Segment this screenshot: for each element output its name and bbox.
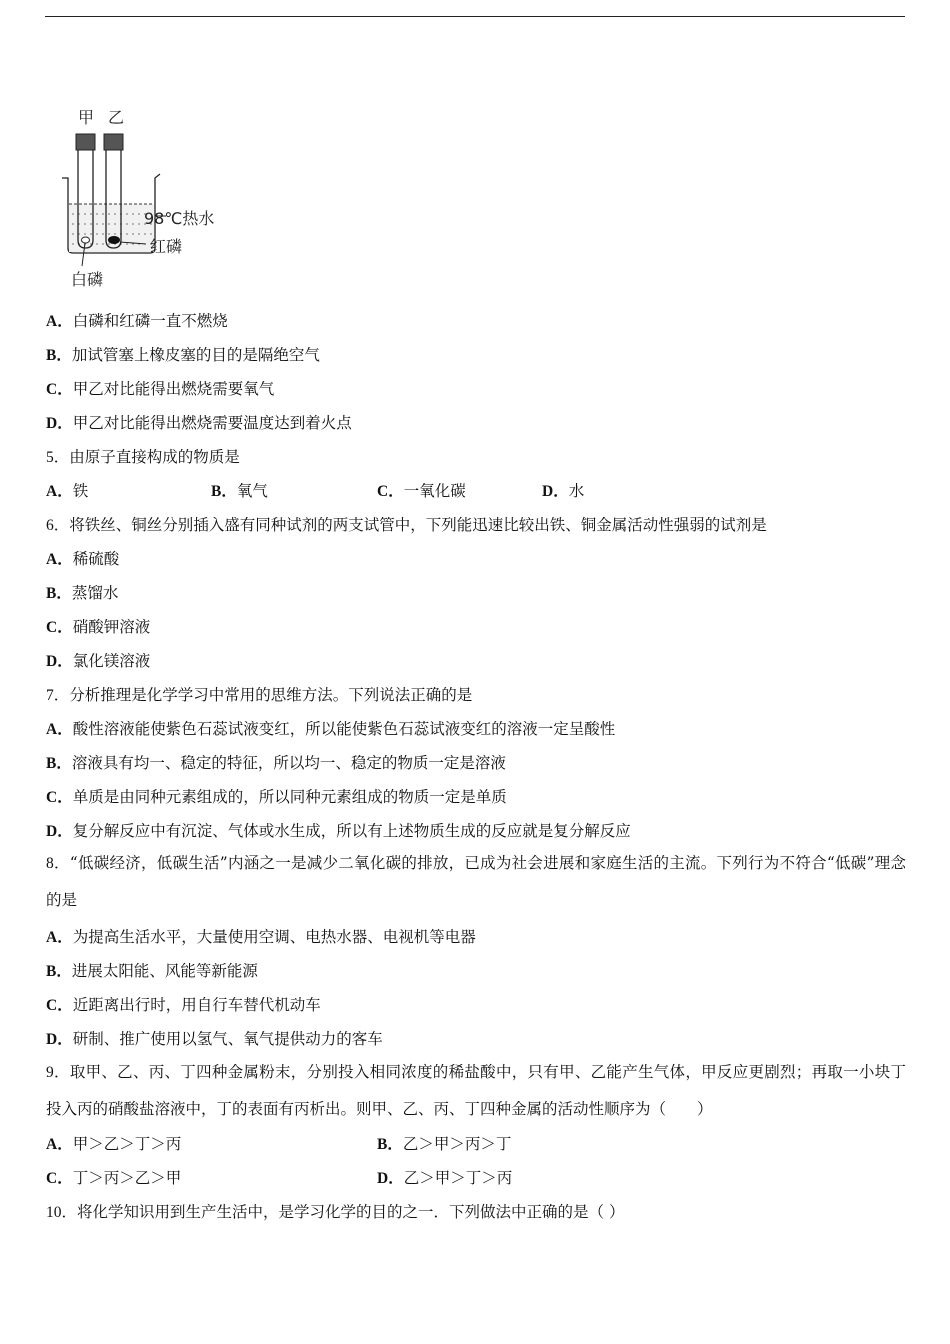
q5-stem: 5．由原子直接构成的物质是 [46,448,240,466]
q5-options [46,481,906,501]
header-rule [45,16,905,17]
q7-option-a: A．酸性溶液能使紫色石蕊试液变红，所以能使紫色石蕊试液变红的溶液一定呈酸性 [46,720,616,738]
figure-label-yi: 乙 [108,108,125,127]
q5-option-d: D．水 [542,482,585,500]
q7-option-b: B．溶液具有均一、稳定的特征，所以均一、稳定的物质一定是溶液 [46,754,506,772]
q4-option-b: B．加试管塞上橡皮塞的目的是隔绝空气 [46,346,320,364]
q4-option-c: C．甲乙对比能得出燃烧需要氧气 [46,380,275,398]
figure-label-jia: 甲 [78,108,95,127]
q7-option-d: D．复分解反应中有沉淀、气体或水生成，所以有上述物质生成的反应就是复分解反应 [46,822,631,840]
q9-option-b: B．乙＞甲＞丙＞丁 [377,1135,512,1153]
q6-option-a: A．稀硫酸 [46,550,120,568]
figure-label-red-phosphorus: 红磷 [150,237,183,256]
q9-options-row-2 [46,1168,906,1188]
white-phosphorus [82,237,90,243]
q8-option-b: B．进展太阳能、风能等新能源 [46,962,258,980]
q7-option-c: C．单质是由同种元素组成的，所以同种元素组成的物质一定是单质 [46,788,507,806]
q9-option-a: A．甲＞乙＞丁＞丙 [46,1135,182,1153]
q8-option-a: A．为提高生活水平，大量使用空调、电热水器、电视机等电器 [46,928,476,946]
q4-option-d: D．甲乙对比能得出燃烧需要温度达到着火点 [46,414,352,432]
q5-option-a: A．铁 [46,482,89,500]
q9-option-c: C．丁＞丙＞乙＞甲 [46,1169,182,1187]
figure-label-white-phosphorus: 白磷 [71,270,104,289]
q6-stem: 6．将铁丝、铜丝分别插入盛有同种试剂的两支试管中，下列能迅速比较出铁、铜金属活动性强弱的试剂是 [46,516,767,534]
q9-stem: 9．取甲、乙、丙、丁四种金属粉末，分别投入相同浓度的稀盐酸中，只有甲、乙能产生气体，甲反应更剧烈；再取一小块丁投入丙的硝酸盐溶液中，丁的表面有丙析出。则甲、乙、丙、丁四种金属的活动性顺序为（ ） [46,1063,906,1118]
q10-stem: 10．将化学知识用到生产生活中，是学习化学的目的之一．下列做法中正确的是（ ） [46,1203,625,1221]
stopper-jia [76,134,95,150]
q5-option-b: B．氧气 [211,482,268,500]
q9-option-d: D．乙＞甲＞丁＞丙 [377,1169,513,1187]
q9-options-row-1 [46,1134,906,1154]
q7-stem: 7．分析推理是化学学习中常用的思维方法。下列说法正确的是 [46,686,473,704]
combustion-experiment-figure [52,100,227,295]
figure-label-hot-water: 98℃热水 [144,209,215,228]
red-phosphorus [108,236,120,244]
q5-option-c: C．一氧化碳 [377,482,466,500]
q8-option-c: C．近距离出行时，用自行车替代机动车 [46,996,321,1014]
q6-option-b: B．蒸馏水 [46,584,119,602]
q6-option-d: D．氯化镁溶液 [46,652,151,670]
hot-water [69,204,154,252]
stopper-yi [104,134,123,150]
q8-stem: 8．“低碳经济，低碳生活”内涵之一是减少二氧化碳的排放，已成为社会进展和家庭生活的主流。下列行为不符合“低碳”理念的是 [46,854,906,909]
q4-option-a: A．白磷和红磷一直不燃烧 [46,312,228,330]
q6-option-c: C．硝酸钾溶液 [46,618,151,636]
q8-option-d: D．研制、推广使用以氢气、氧气提供动力的客车 [46,1030,383,1048]
